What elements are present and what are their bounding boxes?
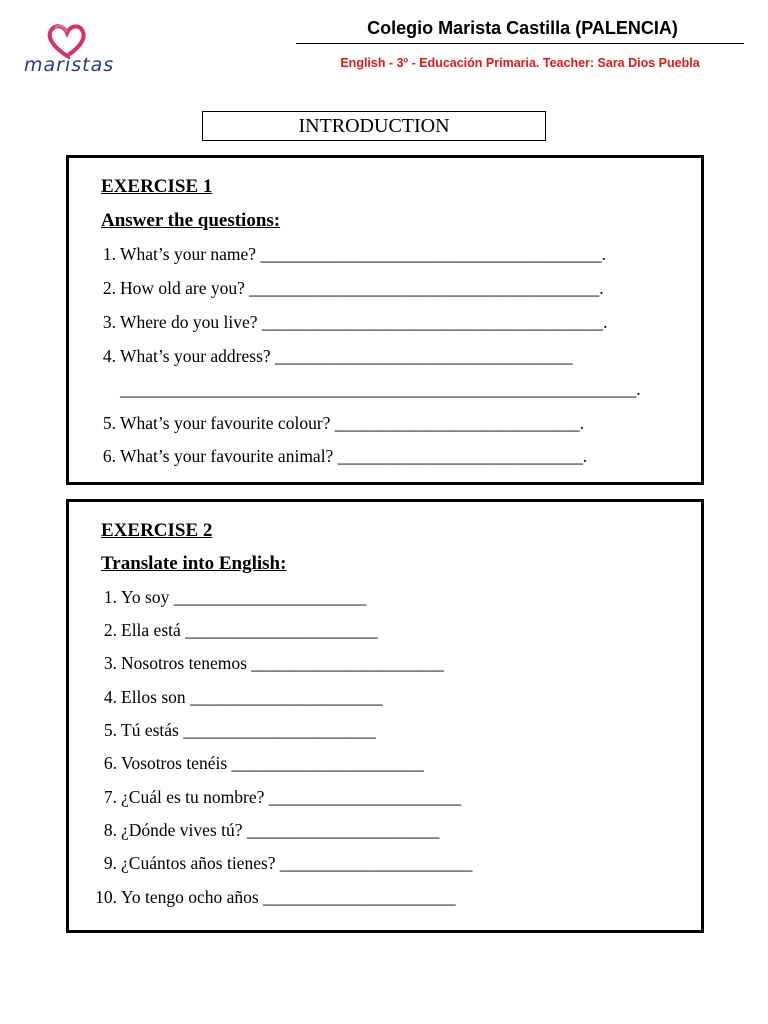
item-number: 6. [103,753,117,773]
header-rule [296,43,744,44]
item-number: 8. [103,820,117,840]
list-item [69,687,383,708]
list-item [69,446,587,467]
item-number: 5. [102,413,116,433]
list-item [69,653,444,674]
item-number: 4. [102,346,116,366]
school-name: Colegio Marista Castilla (PALENCIA) [367,18,678,38]
item-number: 7. [103,787,117,807]
list-item [69,620,378,641]
item-text[interactable]: ___________________________________________________________. [120,379,641,399]
list-item [69,720,376,741]
list-item [69,753,424,774]
list-item [69,413,584,434]
item-number: 3. [103,653,117,673]
list-item [69,820,439,841]
list-item [69,853,472,874]
item-text[interactable]: ¿Dónde vives tú? ______________________ [121,820,440,840]
item-text[interactable]: Ellos son ______________________ [121,687,383,707]
list-item [69,887,456,908]
course-subtitle: English - 3º - Educación Primaria. Teacher: Sara Dios Puebla [340,56,700,70]
item-number: 2. [102,278,116,298]
list-item [69,379,641,400]
item-number: 6. [102,446,116,466]
item-number: 10. [95,887,117,907]
exercise-1-title: EXERCISE 1 [101,176,213,197]
item-number: 3. [102,312,116,332]
list-item [69,346,573,367]
item-text[interactable]: Where do you live? _______________________________________. [120,312,608,332]
list-item [69,244,606,265]
item-text[interactable]: ¿Cuántos años tienes? ______________________ [121,853,473,873]
exercise-2-instruction: Translate into English: [101,553,287,574]
item-text[interactable]: What’s your favourite animal? ____________________________. [120,446,588,466]
item-text[interactable]: What’s your favourite colour? ____________________________. [120,413,585,433]
item-text[interactable]: Ella está ______________________ [121,620,378,640]
logo-text: maristas [24,54,115,76]
item-text[interactable]: ¿Cuál es tu nombre? ______________________ [121,787,462,807]
exercise-1-instruction: Answer the questions: [101,210,281,231]
item-text[interactable]: Yo tengo ocho años ______________________ [121,887,456,907]
exercise-1-box [66,155,704,485]
intro-title: INTRODUCTION [202,111,546,141]
item-number: 5. [103,720,117,740]
exercise-2-box [66,499,704,933]
item-text[interactable]: What’s your address? __________________________________ [120,346,573,366]
list-item [69,312,608,333]
item-text[interactable]: Yo soy ______________________ [121,587,367,607]
item-number: 2. [103,620,117,640]
item-text[interactable]: Tú estás ______________________ [121,720,376,740]
item-number: 1. [102,244,116,264]
item-text[interactable]: Nosotros tenemos ______________________ [121,653,444,673]
item-number: 4. [103,687,117,707]
item-text[interactable]: How old are you? ________________________________________. [120,278,604,298]
exercise-2-title: EXERCISE 2 [101,520,213,541]
list-item [69,787,461,808]
item-number: 9. [103,853,117,873]
list-item [69,587,366,608]
item-text[interactable]: Vosotros tenéis ______________________ [121,753,425,773]
item-number: 1. [103,587,117,607]
list-item [69,278,604,299]
item-text[interactable]: What’s your name? _______________________________________. [120,244,607,264]
